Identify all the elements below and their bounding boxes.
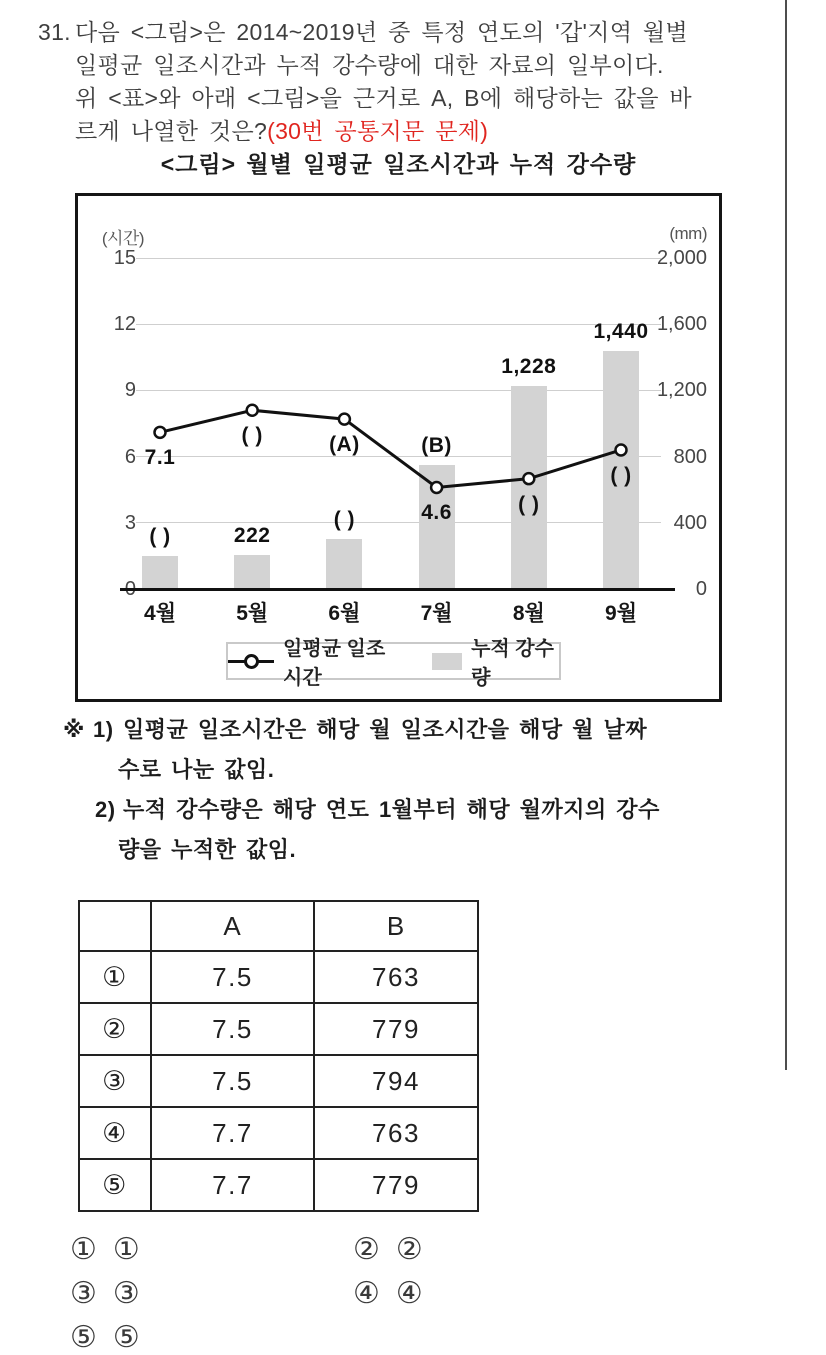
month-label: 7월: [420, 602, 453, 625]
value-b: 779: [314, 1159, 478, 1211]
option-5[interactable]: [70, 1322, 353, 1354]
value-a: 7.5: [151, 951, 314, 1003]
row-label: ③: [79, 1055, 151, 1107]
table-header-row: [79, 901, 478, 951]
value-b: 763: [314, 951, 478, 1003]
left-axis-unit: (시간): [101, 229, 144, 248]
legend-label-sunshine: 일평균 일조시간: [283, 638, 386, 689]
option-4-choice: ④: [395, 1277, 423, 1310]
month-label: 5월: [236, 602, 269, 625]
line-value-label: ( ): [518, 492, 540, 516]
bar-value-label: 222: [233, 524, 271, 548]
value-b: 763: [314, 1107, 478, 1159]
footnote-1-number: 1): [93, 717, 114, 742]
option-5-marker: ⑤: [70, 1321, 97, 1354]
option-4-marker: ④: [353, 1277, 380, 1310]
right-axis-unit: (mm): [669, 224, 707, 243]
table-header-blank: [79, 901, 151, 951]
value-a: 7.5: [151, 1003, 314, 1055]
left-axis-tick: 15: [113, 247, 136, 269]
month-label: 9월: [605, 602, 637, 625]
right-axis-tick: 1,200: [656, 379, 707, 402]
line-value-label: (A): [329, 433, 360, 457]
option-1[interactable]: [70, 1234, 353, 1266]
left-axis-tick: 12: [113, 313, 136, 336]
month-label: 6월: [328, 602, 361, 625]
figure-title: <그림> 월별 일평균 일조시간과 누적 강수량: [160, 151, 637, 177]
line-marker-icon: [228, 660, 274, 663]
bar-value-label: ( ): [149, 524, 171, 548]
line-value-label: 7.1: [144, 446, 176, 470]
month-label: 4월: [144, 602, 176, 625]
line-point: [339, 414, 350, 425]
bar-value-label: ( ): [333, 508, 356, 532]
footnote-2-line-2: 량을 누적한 값임.: [118, 837, 297, 862]
footnote-2-line-1: [63, 790, 793, 830]
line-point: [247, 405, 258, 416]
column-divider-line: [785, 0, 787, 1070]
value-b: 779: [314, 1003, 478, 1055]
option-5-choice: ⑤: [112, 1321, 140, 1354]
answer-table: [78, 900, 479, 1212]
option-3-choice: ③: [112, 1277, 140, 1310]
legend-label-precipitation: 누적 강수량: [471, 638, 554, 689]
right-axis-tick: 1,600: [656, 313, 707, 336]
right-axis-tick: 400: [673, 511, 707, 534]
question-line: [75, 115, 783, 148]
value-a: 7.7: [151, 1107, 314, 1159]
line-value-label: 4.6: [421, 501, 452, 525]
left-axis-tick: 6: [124, 445, 136, 468]
bar-swatch-icon: [432, 653, 462, 670]
legend-item-precipitation: [432, 632, 559, 690]
footnote-2-number: 2): [95, 797, 116, 822]
footnote-1-line-1: [63, 710, 793, 750]
row-label: ①: [79, 951, 151, 1003]
row-label: ④: [79, 1107, 151, 1159]
table-row: [79, 1159, 478, 1211]
month-label: 8월: [512, 602, 545, 625]
value-a: 7.5: [151, 1055, 314, 1107]
line-point: [616, 444, 627, 455]
footnote-1-text: 일평균 일조시간은 해당 월 일조시간을 해당 월 날짜: [123, 717, 648, 742]
line-point: [523, 473, 534, 484]
table-row: [79, 1003, 478, 1055]
row-label: ②: [79, 1003, 151, 1055]
question-number: 31.: [38, 19, 71, 45]
right-axis-tick: 800: [673, 445, 707, 468]
row-label: ⑤: [79, 1159, 151, 1211]
value-b: 794: [314, 1055, 478, 1107]
table-header-a: A: [151, 901, 314, 951]
option-2-marker: ②: [353, 1233, 380, 1266]
line-value-label: ( ): [610, 463, 632, 487]
legend-item-sunshine: [228, 632, 404, 690]
question-line: 일평균 일조시간과 누적 강수량에 대한 자료의 일부이다.: [75, 52, 664, 78]
table-row: [79, 1055, 478, 1107]
value-a: 7.7: [151, 1159, 314, 1211]
footnote-2-text: 누적 강수량은 해당 연도 1월부터 해당 월까지의 강수: [123, 797, 660, 822]
option-3-marker: ③: [70, 1277, 97, 1310]
line-point: [431, 482, 442, 493]
right-axis-tick: 0: [695, 578, 707, 600]
question-line: 다음 <그림>은 2014~2019년 중 특정 연도의 '갑'지역 월별: [75, 19, 688, 45]
question-text: [75, 16, 783, 148]
footnotes: [63, 710, 793, 870]
bar-value-label: 1,228: [501, 354, 557, 378]
option-4[interactable]: [353, 1278, 490, 1310]
left-axis-tick: 3: [124, 511, 136, 534]
footnote-marker: ※: [63, 717, 85, 742]
question: [38, 16, 783, 148]
chart-frame: [75, 193, 722, 702]
option-1-choice: ①: [112, 1233, 140, 1266]
bar-value-label: (B): [421, 433, 452, 457]
option-2[interactable]: [353, 1234, 490, 1266]
chart-legend: [226, 638, 561, 689]
option-2-choice: ②: [395, 1233, 423, 1266]
option-1-marker: ①: [70, 1233, 97, 1266]
right-axis-tick: 2,000: [656, 247, 707, 269]
line-point: [155, 427, 166, 438]
left-axis-tick: 9: [124, 379, 136, 402]
question-line: 위 <표>와 아래 <그림>을 근거로 A, B에 해당하는 값을 바: [75, 85, 692, 111]
answer-options: [70, 1234, 490, 1354]
footnote-1-line-2: 수로 나눈 값임.: [118, 757, 275, 782]
table-header-b: B: [314, 901, 478, 951]
common-passage-note: (30번 공통지문 문제): [267, 118, 489, 144]
table-row: [79, 951, 478, 1003]
line-value-label: ( ): [241, 424, 263, 448]
table-row: [79, 1107, 478, 1159]
question-line-text: 르게 나열한 것은?: [75, 118, 268, 144]
bar-value-label: 1,440: [593, 319, 649, 343]
option-3[interactable]: [70, 1278, 353, 1310]
